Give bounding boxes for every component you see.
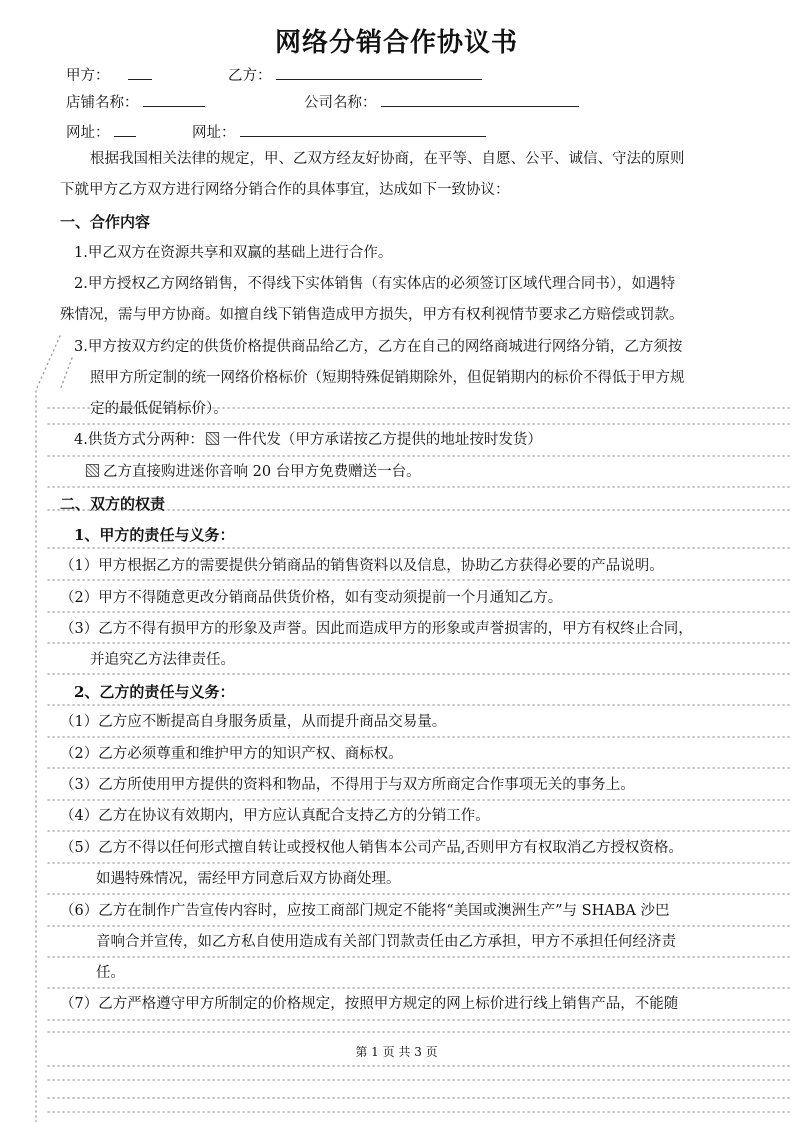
shop-name-field — [66, 91, 205, 112]
section-1-item-2-line-2: 殊情况，需与甲方协商。如擅自线下销售造成甲方损失，甲方有权利视情节要求乙方赔偿或罚款。 — [60, 307, 684, 323]
section-1-item-2-line-1: 2.甲方授权乙方网络销售，不得线下实体销售（有实体店的必须签订区域代理合同书），如遇特 — [74, 276, 676, 292]
party-b-duty-1: （1）乙方应不断提高自身服务质量，从而提升商品交易量。 — [60, 714, 447, 730]
party-a-label: 甲方： — [66, 68, 110, 84]
website-a-blank — [114, 121, 136, 137]
party-a-duty-2: （2）甲方不得随意更改分销商品供货价格，如有变动须提前一个月通知乙方。 — [60, 590, 563, 606]
party-b-duty-6-line-2: 音响合并宣传，如乙方私自使用造成有关部门罚款责任由乙方承担，甲方不承担任何经济责 — [96, 934, 676, 950]
party-b-duty-5-line-2: 如遇特殊情况，需经甲方同意后双方协商处理。 — [96, 871, 401, 887]
party-a-blank — [128, 64, 152, 80]
party-b-duty-4: （4）乙方在协议有效期内，甲方应认真配合支持乙方的分销工作。 — [60, 808, 490, 824]
intro-line-2: 下就甲方乙方双方进行网络分销合作的具体事宜，达成如下一致协议： — [60, 182, 510, 198]
company-name-label: 公司名称： — [304, 95, 377, 111]
section-1-item-4 — [74, 430, 542, 450]
shop-name-label: 店铺名称： — [66, 95, 139, 111]
party-b-duty-3: （3）乙方所使用甲方提供的资料和物品，不得用于与双方所商定合作事项无关的事务上。 — [60, 777, 635, 793]
party-a-field — [66, 64, 152, 85]
checkbox-icon — [86, 464, 99, 477]
option-dropship: 一件代发（甲方承诺按乙方提供的地址按时发货） — [222, 432, 542, 448]
party-b-duty-6-line-3: 任。 — [96, 965, 125, 981]
page-number-footer: 第 1 页 共 3 页 — [355, 1045, 438, 1059]
party-b-blank — [276, 64, 482, 80]
party-a-duty-1: （1）甲方根据乙方的需要提供分销商品的销售资料以及信息，协助乙方获得必要的产品说明。 — [60, 558, 664, 574]
option-direct-purchase: 乙方直接购进迷你音响 20 台甲方免费赠送一台。 — [103, 464, 421, 480]
party-b-label: 乙方： — [228, 68, 272, 84]
party-b-duty-2: （2）乙方必须尊重和维护甲方的知识产权、商标权。 — [60, 746, 403, 762]
party-a-duty-3-line-1: （3）乙方不得有损甲方的形象及声誉。因此而造成甲方的形象或声誉损害的，甲方有权终止合同， — [60, 621, 693, 637]
company-name-blank — [381, 91, 579, 107]
section-2-heading: 二、双方的权责 — [60, 495, 166, 513]
party-a-duties-heading: 1、甲方的责任与义务： — [74, 526, 235, 544]
party-b-field — [228, 64, 482, 85]
party-a-duty-3-line-2: 并追究乙方法律责任。 — [90, 652, 235, 668]
document-title: 网络分销合作协议书 — [274, 28, 518, 58]
supply-method-label: 4.供货方式分两种： — [74, 432, 204, 448]
website-b-label: 网址： — [192, 125, 236, 141]
section-1-item-3-line-3: 定的最低促销标价）。 — [90, 401, 228, 417]
section-1-item-1: 1.甲乙双方在资源共享和双赢的基础上进行合作。 — [74, 245, 393, 261]
website-a-field — [66, 121, 136, 142]
section-1-item-3-line-2: 照甲方所定制的统一网络价格标价（短期特殊促销期除外，但促销期内的标价不得低于甲方规 — [90, 370, 685, 386]
shop-name-blank — [143, 91, 205, 107]
intro-line-1: 根据我国相关法律的规定，甲、乙双方经友好协商，在平等、自愿、公平、诚信、守法的原则 — [90, 151, 685, 167]
party-b-duties-heading: 2、乙方的责任与义务： — [74, 683, 235, 701]
section-1-heading: 一、合作内容 — [60, 213, 151, 231]
company-name-field — [304, 91, 579, 112]
section-1-item-3-line-1: 3.甲方按双方约定的供货价格提供商品给乙方，乙方在自己的网络商城进行网络分销，乙方须按 — [74, 339, 683, 355]
website-a-label: 网址： — [66, 125, 110, 141]
website-b-blank — [240, 121, 486, 137]
website-b-field — [192, 121, 486, 142]
checkbox-icon — [206, 432, 219, 445]
section-1-item-4-option-2 — [84, 462, 421, 482]
party-b-duty-5-line-1: （5）乙方不得以任何形式擅自转让或授权他人销售本公司产品,否则甲方有权取消乙方授权资格。 — [60, 840, 683, 856]
party-b-duty-6-line-1: （6）乙方在制作广告宣传内容时，应按工商部门规定不能将“美国或澳洲生产”与 SHABA 沙巴 — [60, 903, 670, 919]
party-b-duty-7-line-1: （7）乙方严格遵守甲方所制定的价格规定，按照甲方规定的网上标价进行线上销售产品，不能随 — [60, 996, 679, 1012]
